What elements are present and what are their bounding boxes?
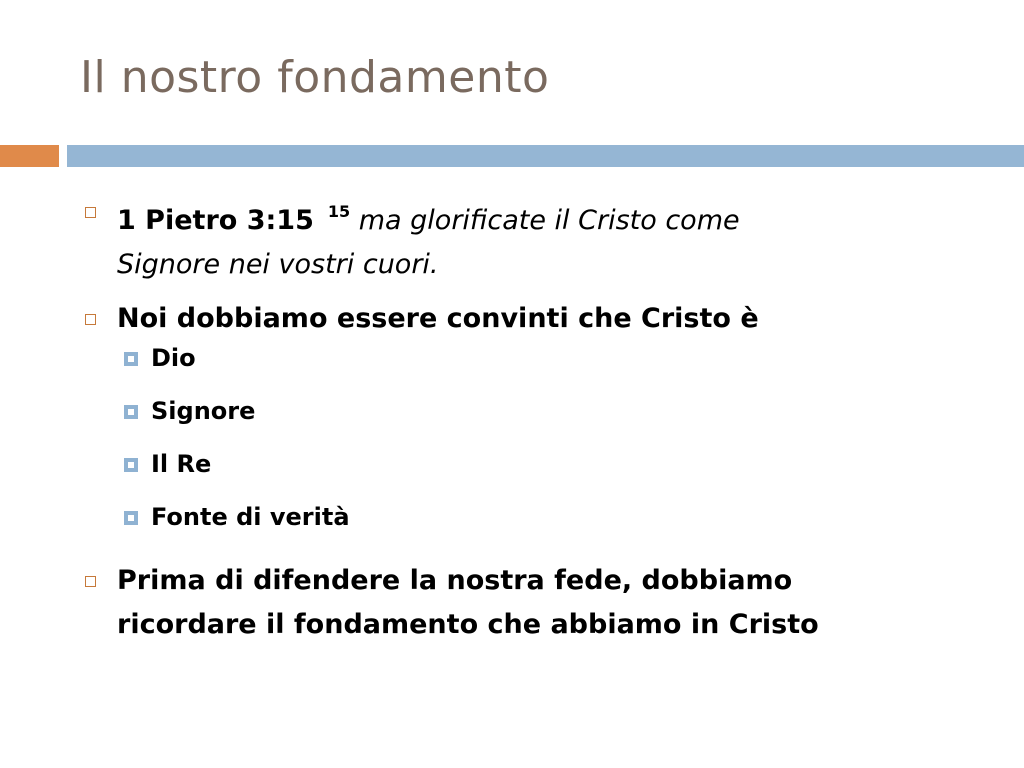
slide-content (82, 190, 982, 657)
sub-bullet-item (82, 396, 982, 449)
bullet-item-1 (82, 190, 982, 287)
bullet-text-continued: ricordare il fondamento che abbiamo in Cristo (117, 609, 819, 640)
verse-number: 15 (327, 202, 351, 221)
sub-bullet-text: Signore (151, 397, 256, 425)
slide-title: Il nostro fondamento (80, 52, 550, 103)
accent-bar-blue (67, 145, 1024, 167)
sub-bullet-text: Dio (151, 344, 196, 372)
square-bullet-icon (124, 405, 138, 419)
sub-bullet-text: Il Re (151, 450, 212, 478)
sub-bullet-item (82, 343, 982, 396)
sub-bullet-item (82, 449, 982, 502)
square-bullet-icon (124, 458, 138, 472)
verse-text: ma glorificate il Cristo come (358, 205, 740, 236)
verse-text-continued: Signore nei vostri cuori. (117, 249, 439, 280)
bullet-item-3 (82, 559, 982, 647)
sub-bullet-item (82, 502, 982, 555)
accent-bar-orange (0, 145, 59, 167)
bullet-item-2 (82, 297, 982, 341)
sub-bullet-list (82, 343, 982, 555)
hollow-square-bullet-icon (85, 314, 96, 325)
scripture-reference: 1 Pietro 3:15 (117, 205, 314, 236)
bullet-text: Noi dobbiamo essere convinti che Cristo è (117, 303, 759, 334)
hollow-square-bullet-icon (85, 576, 96, 587)
sub-bullet-text: Fonte di verità (151, 503, 350, 531)
hollow-square-bullet-icon (85, 207, 96, 218)
bullet-text: Prima di difendere la nostra fede, dobbiamo (117, 565, 793, 596)
square-bullet-icon (124, 511, 138, 525)
square-bullet-icon (124, 352, 138, 366)
